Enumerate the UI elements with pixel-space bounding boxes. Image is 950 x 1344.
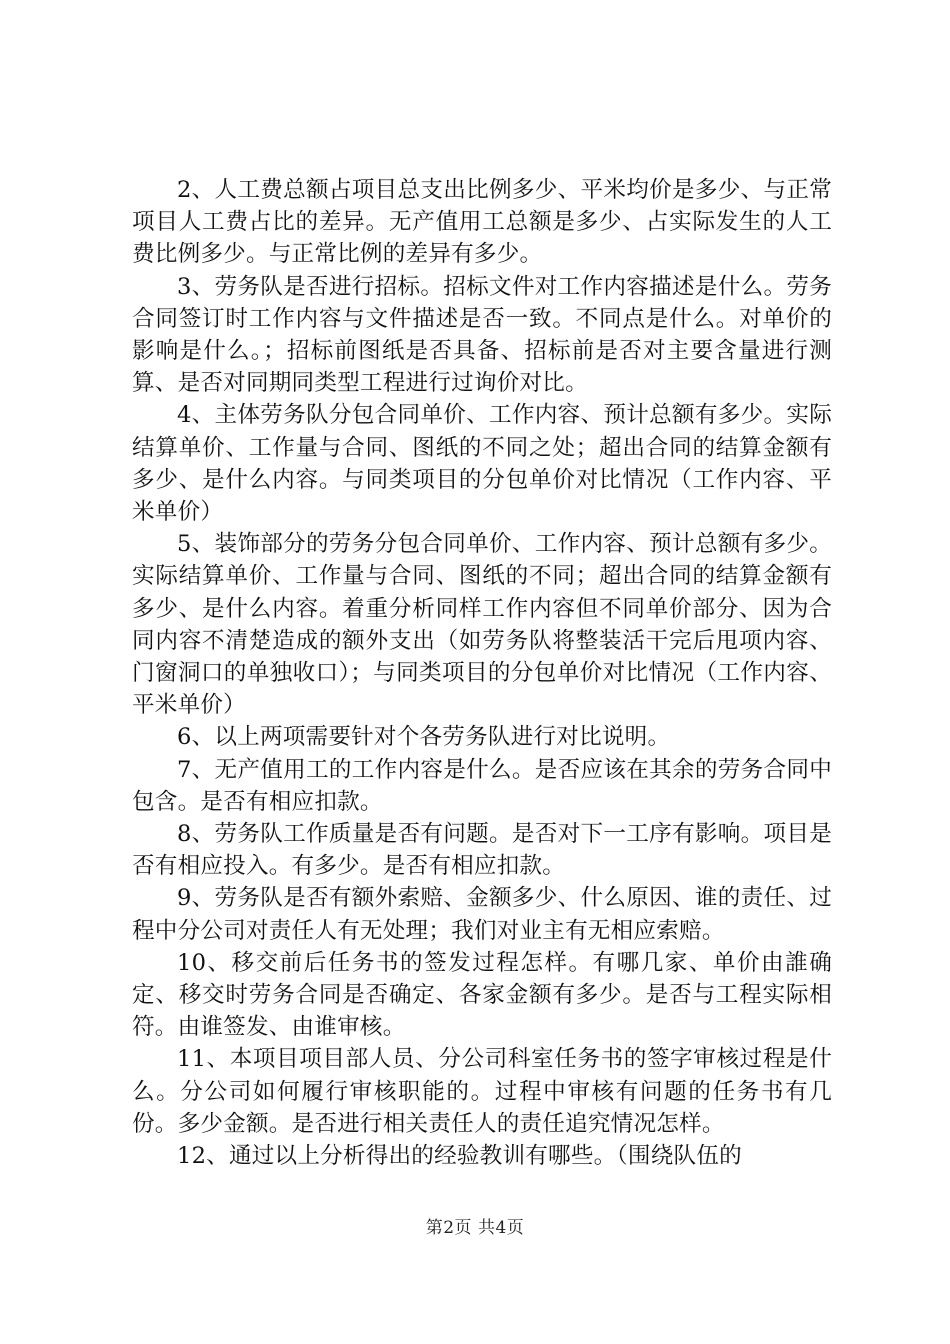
paragraph-item-11: 11、本项目项目部人员、分公司科室任务书的签字审核过程是什么。分公司如何履行审核职能的。过程中审核有问题的任务书有几份。多少金额。是否进行相关责任人的责任追究情况怎样。	[132, 1046, 832, 1137]
paragraph-item-2: 2、人工费总额占项目总支出比例多少、平米均价是多少、与正常项目人工费占比的差异。无产值用工总额是多少、占实际发生的人工费比例多少。与正常比例的差异有多少。	[132, 177, 832, 268]
paragraph-item-8: 8、劳务队工作质量是否有问题。是否对下一工序有影响。项目是否有相应投入。有多少。是否有相应扣款。	[132, 821, 832, 880]
paragraph-item-9: 9、劳务队是否有额外索赔、金额多少、什么原因、谁的责任、过程中分公司对责任人有无处理；我们对业主有无相应索赔。	[132, 885, 832, 944]
paragraph-item-7: 7、无产值用工的工作内容是什么。是否应该在其余的劳务合同中包含。是否有相应扣款。	[132, 756, 832, 815]
document-body	[132, 174, 832, 1172]
paragraph-item-5: 5、装饰部分的劳务分包合同单价、工作内容、预计总额有多少。实际结算单价、工作量与合同、图纸的不同；超出合同的结算金额有多少、是什么内容。着重分析同样工作内容但不同单价部分、因为合同内容不清楚造成的额外支出（如劳务队将整装活干完后甩项内容、门窗洞口的单独收口）；与同类项目的分包单价对比情况（工作内容、平米单价）	[132, 531, 832, 719]
paragraph-item-6: 6、以上两项需要针对个各劳务队进行对比说明。	[177, 724, 671, 751]
paragraph-item-10: 10、移交前后任务书的签发过程怎样。有哪几家、单价由誰确定、移交时劳务合同是否确定、各家金额有多少。是否与工程实际相符。由谁签发、由谁审核。	[132, 949, 832, 1041]
page-number-footer: 第2页 共4页	[425, 1218, 525, 1238]
paragraph-item-4: 4、主体劳务队分包合同单价、工作内容、预计总额有多少。实际结算单价、工作量与合同、图纸的不同之处；超出合同的结算金额有多少、是什么内容。与同类项目的分包单价对比情况（工作内容、平米单价）	[132, 402, 832, 526]
paragraph-item-3: 3、劳务队是否进行招标。招标文件对工作内容描述是什么。劳务合同签订时工作内容与文件描述是否一致。不同点是什么。对单价的影响是什么。；招标前图纸是否具备、招标前是否对主要含量进行测算、是否对同期同类型工程进行过询价对比。	[132, 273, 832, 397]
paragraph-item-12: 12、通过以上分析得出的经验教训有哪些。（围绕队伍的	[177, 1143, 742, 1170]
